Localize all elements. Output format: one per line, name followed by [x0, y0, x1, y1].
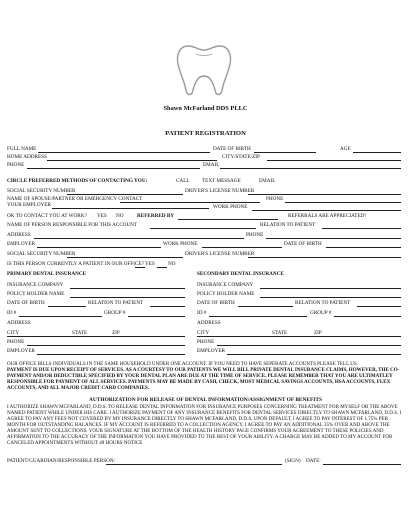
work-phone-field[interactable] [252, 210, 401, 211]
signature-label: PATIENT/GUARDIAN/RESPONSIBLE PERSON: [7, 458, 116, 464]
spouse-contact-label: NAME OF SPOUSE/PARTNER OR EMERGENCY CONTACT [7, 196, 143, 202]
tooth-logo-icon [168, 32, 240, 104]
currently-patient-label: IS THIS PERSON CURRENTLY A PATIENT IN OUR OFFICE? [7, 261, 144, 267]
spouse-phone-field[interactable] [285, 202, 401, 203]
full-name-label: FULL NAME [7, 146, 37, 152]
phone2-label: PHONE [246, 232, 264, 238]
secondary-phone-field[interactable] [217, 345, 401, 346]
currently-patient-yes-blank[interactable] [135, 267, 145, 268]
address-label: ADDRESS [7, 232, 31, 238]
your-employer-field[interactable] [52, 208, 209, 209]
secondary-phone-label: PHONE [197, 339, 215, 345]
secondary-holder-field[interactable] [260, 297, 401, 298]
secondary-city-label: CITY [197, 330, 210, 336]
date-of-birth-label: DATE OF BIRTH [284, 241, 322, 247]
city-state-zip-label: CITY/STATE/ZIP [222, 154, 260, 160]
currently-patient-no-blank[interactable] [157, 267, 167, 268]
home-address-field[interactable] [47, 160, 217, 161]
drivers-license-field[interactable] [248, 194, 401, 195]
ssn2-label: SOCIAL SECURITY NUMBER [7, 251, 76, 257]
address-field[interactable] [34, 238, 244, 239]
secondary-state-field[interactable] [292, 336, 312, 337]
responsible-person-field[interactable] [150, 228, 256, 229]
primary-city-field[interactable] [22, 336, 70, 337]
ssn2-field[interactable] [67, 257, 183, 258]
age-field[interactable] [353, 152, 401, 153]
authorization-title: AUTHORIZATION FOR RELEASE OF DENTAL INFORMATION/ASSIGNMENT OF BENEFITS [89, 397, 322, 403]
primary-insurance-title: PRIMARY DENTAL INSURANCE [7, 271, 87, 277]
phone2-field[interactable] [266, 238, 401, 239]
secondary-id-field[interactable] [209, 316, 307, 317]
date-of-birth-field[interactable] [326, 247, 401, 248]
primary-company-label: INSURANCE COMPANY [7, 282, 64, 288]
date-field[interactable] [323, 464, 401, 465]
payment-policy-text: PAYMENT IS DUE UPON RECEIPT OF SERVICES. AS A COURTESY TO OUR PATIENTS WE WILL BILL PRIVATE DENTAL INSURANCE CLAIMS, HOWEVER, THE CO-PAYMENT AND/OR DEDUCTIBLE SPECIFIED BY YOUR DENTAL PLAN ARE DUE AT THE TIME OF SERVICE. PLEASE REMEMBER THAT YOU ARE ULTIMATLEY RESPONSIBLE FOR PAYMENT OF ALL SERVICES. PAYMENTS MAY BE MADE BY CASH, CHECK, MOST MEDICAL SAVINGS ACCOUNTS, HSA ACCOUNTS, FLEX ACCOUNTS, AND ALL MAJOR CREDIT CARD COMPANIES. [7, 367, 400, 392]
secondary-company-label: INSURANCE COMPANY [197, 282, 254, 288]
referred-by-field[interactable] [178, 219, 278, 220]
employer-field[interactable] [37, 247, 161, 248]
secondary-address-label: ADDRESS [197, 320, 221, 326]
contact-methods-label: CIRCLE PREFERRED METHODS OF CONTACTING YOU: [7, 178, 148, 184]
phone-field[interactable] [27, 168, 200, 169]
ssn-label: SOCIAL SECURITY NUMBER [7, 188, 76, 194]
secondary-group-label: GROUP # [310, 310, 332, 316]
contact-text-option[interactable]: TEXT MESSAGE [202, 178, 241, 184]
email-field[interactable] [220, 168, 401, 169]
work-phone2-label: WORK PHONE [163, 241, 198, 247]
responsible-person-label: NAME OF PERSON RESPONSIBLE FOR THIS ACCOUNT [7, 222, 138, 228]
primary-zip-label: ZIP [112, 330, 120, 336]
secondary-dob-label: DATE OF BIRTH [197, 300, 235, 306]
employer-label: EMPLOYER [7, 241, 35, 247]
city-state-zip-field[interactable] [267, 160, 401, 161]
primary-dob-field[interactable] [48, 306, 86, 307]
ok-to-contact-label: OK TO CONTACT YOU AT WORK? [7, 213, 87, 219]
primary-group-label: GROUP # [104, 310, 126, 316]
primary-phone-field[interactable] [27, 345, 185, 346]
primary-employer-field[interactable] [37, 354, 185, 355]
secondary-employer-field[interactable] [227, 354, 401, 355]
secondary-insurance-title: SECONDARY DENTAL INSURANCE [197, 271, 284, 277]
spouse-phone-label: PHONE [266, 196, 284, 202]
work-phone2-field[interactable] [202, 247, 282, 248]
secondary-relation-field[interactable] [357, 306, 401, 307]
primary-company-field[interactable] [70, 288, 185, 289]
ok-to-contact-yes[interactable]: YES [97, 213, 107, 219]
sign-label: (SIGN) [285, 458, 301, 464]
date-label: DATE: [306, 458, 321, 464]
full-name-field[interactable] [38, 152, 210, 153]
primary-city-label: CITY [7, 330, 20, 336]
drivers-license2-label: DRIVER'S LICENSE NUMBER [185, 251, 255, 257]
age-label: AGE [340, 146, 351, 152]
referrals-note: REFERRALS ARE APPRECIATED! [288, 213, 367, 219]
secondary-group-field[interactable] [334, 316, 401, 317]
primary-holder-field[interactable] [70, 297, 185, 298]
email-label: EMAIL [203, 162, 220, 168]
primary-address-label: ADDRESS [7, 320, 31, 326]
phone-label: PHONE [7, 162, 25, 168]
primary-zip-field[interactable] [125, 336, 185, 337]
secondary-dob-field[interactable] [238, 306, 293, 307]
signature-field[interactable] [106, 464, 282, 465]
spouse-contact-field[interactable] [120, 202, 260, 203]
relation-to-patient-label: RELATION TO PATIENT [260, 222, 316, 228]
contact-call-option[interactable]: CALL [176, 178, 190, 184]
dob-field[interactable] [254, 152, 316, 153]
primary-state-field[interactable] [92, 336, 110, 337]
home-address-label: HOME ADDRESS [7, 154, 47, 160]
authorization-text: I AUTHORIZE SHAWN MCFARLAND, D.D.S. TO RELEASE DENTAL INFORMATION FOR INSURANCE PURPOSES CONCERNING TREATMENT FOR MYSELF OR THE ABOVE NAMED PATIENT WHILE UNDER HIS CARE. I AUTHORIZE PAYMENT OF ANY INSURANCE BENEFITS FOR DENTAL SERVICES DIRECTLY TO SHAWN MCFARLAND, D.D.S. I AGREE TO PAY ANY FEES NOT COVERED BY MY INSURANCE DIRECTLY TO SHAWN MCFARLAND, D.D.S. UPON DEFAULT, I AGREE TO PAY INTEREST OF 1.75% PER MONTH FOR OUTSTANDING BALANCES. IF MY ACCOUNT IS REFERRED TO A COLLECTION AGENCY, I AGREE TO PAY AN ADDITIONAL 35% OVER AND ABOVE THE AMOUNT SENT TO COLLECTIONS. YOUR SIGNATURE AT THE BOTTOM OF THE HEALTH HISTORY PAGE CONFIRMS YOUR AGREEMENT TO THESE POLICIES AND AFFIRMATION TO THE ACCURACY OF THE INFORMATION YOU HAVE PROVIDED TO THE BEST OF YOUR ABILITY. A CHARGE MAY BE ADDED TO MY ACCOUNT FOR CANCELED APPOINTMENTS WITHOUT 48 HOURS NOTICE [7, 404, 402, 447]
secondary-holder-label: POLICY HOLDER NAME [197, 291, 255, 297]
form-title: PATIENT REGISTRATION [165, 130, 246, 137]
primary-state-label: STATE [72, 330, 88, 336]
relation-to-patient-field[interactable] [322, 228, 401, 229]
primary-dob-label: DATE OF BIRTH [7, 300, 45, 306]
secondary-city-field[interactable] [212, 336, 270, 337]
primary-group-field[interactable] [128, 316, 185, 317]
billing-policy-text: OUR OFFICE BILLS INDIVIDUALS IN THE SAME HOUSEHOLD UNDER ONE ACCOUNT. IF YOU NEED TO HAVE SEPERATE ACCOUNTS PLEASE TELL US. [7, 361, 358, 367]
secondary-zip-label: ZIP [314, 330, 322, 336]
secondary-relation-label: RELATION TO PATIENT [295, 300, 351, 306]
drivers-license-label: DRIVER'S LICENSE NUMBER [185, 188, 255, 194]
secondary-state-label: STATE [272, 330, 288, 336]
contact-email-option[interactable]: EMAIL [259, 178, 276, 184]
ssn-field[interactable] [67, 194, 183, 195]
primary-relation-field[interactable] [150, 306, 185, 307]
secondary-company-field[interactable] [260, 288, 401, 289]
primary-id-label: ID # [7, 310, 17, 316]
secondary-zip-field[interactable] [327, 336, 401, 337]
primary-holder-label: POLICY HOLDER NAME [7, 291, 65, 297]
ok-to-contact-no[interactable]: NO [116, 213, 124, 219]
secondary-employer-label: EMPLOYER [197, 348, 225, 354]
primary-employer-label: EMPLOYER [7, 348, 35, 354]
referred-by-label: REFERRED BY [137, 213, 175, 219]
secondary-id-label: ID # [197, 310, 207, 316]
primary-id-field[interactable] [19, 316, 102, 317]
currently-patient-no[interactable]: NO [168, 261, 176, 267]
primary-phone-label: PHONE [7, 339, 25, 345]
your-employer-label: YOUR EMPLOYER [7, 202, 51, 208]
primary-relation-label: RELATION TO PATIENT [88, 300, 144, 306]
work-phone-label: WORK PHONE [213, 204, 248, 210]
currently-patient-yes[interactable]: YES [145, 261, 155, 267]
dob-label: DATE OF BIRTH [213, 146, 251, 152]
drivers-license2-field[interactable] [248, 257, 401, 258]
practice-name: Shawn McFarland DDS PLLC [163, 105, 248, 112]
